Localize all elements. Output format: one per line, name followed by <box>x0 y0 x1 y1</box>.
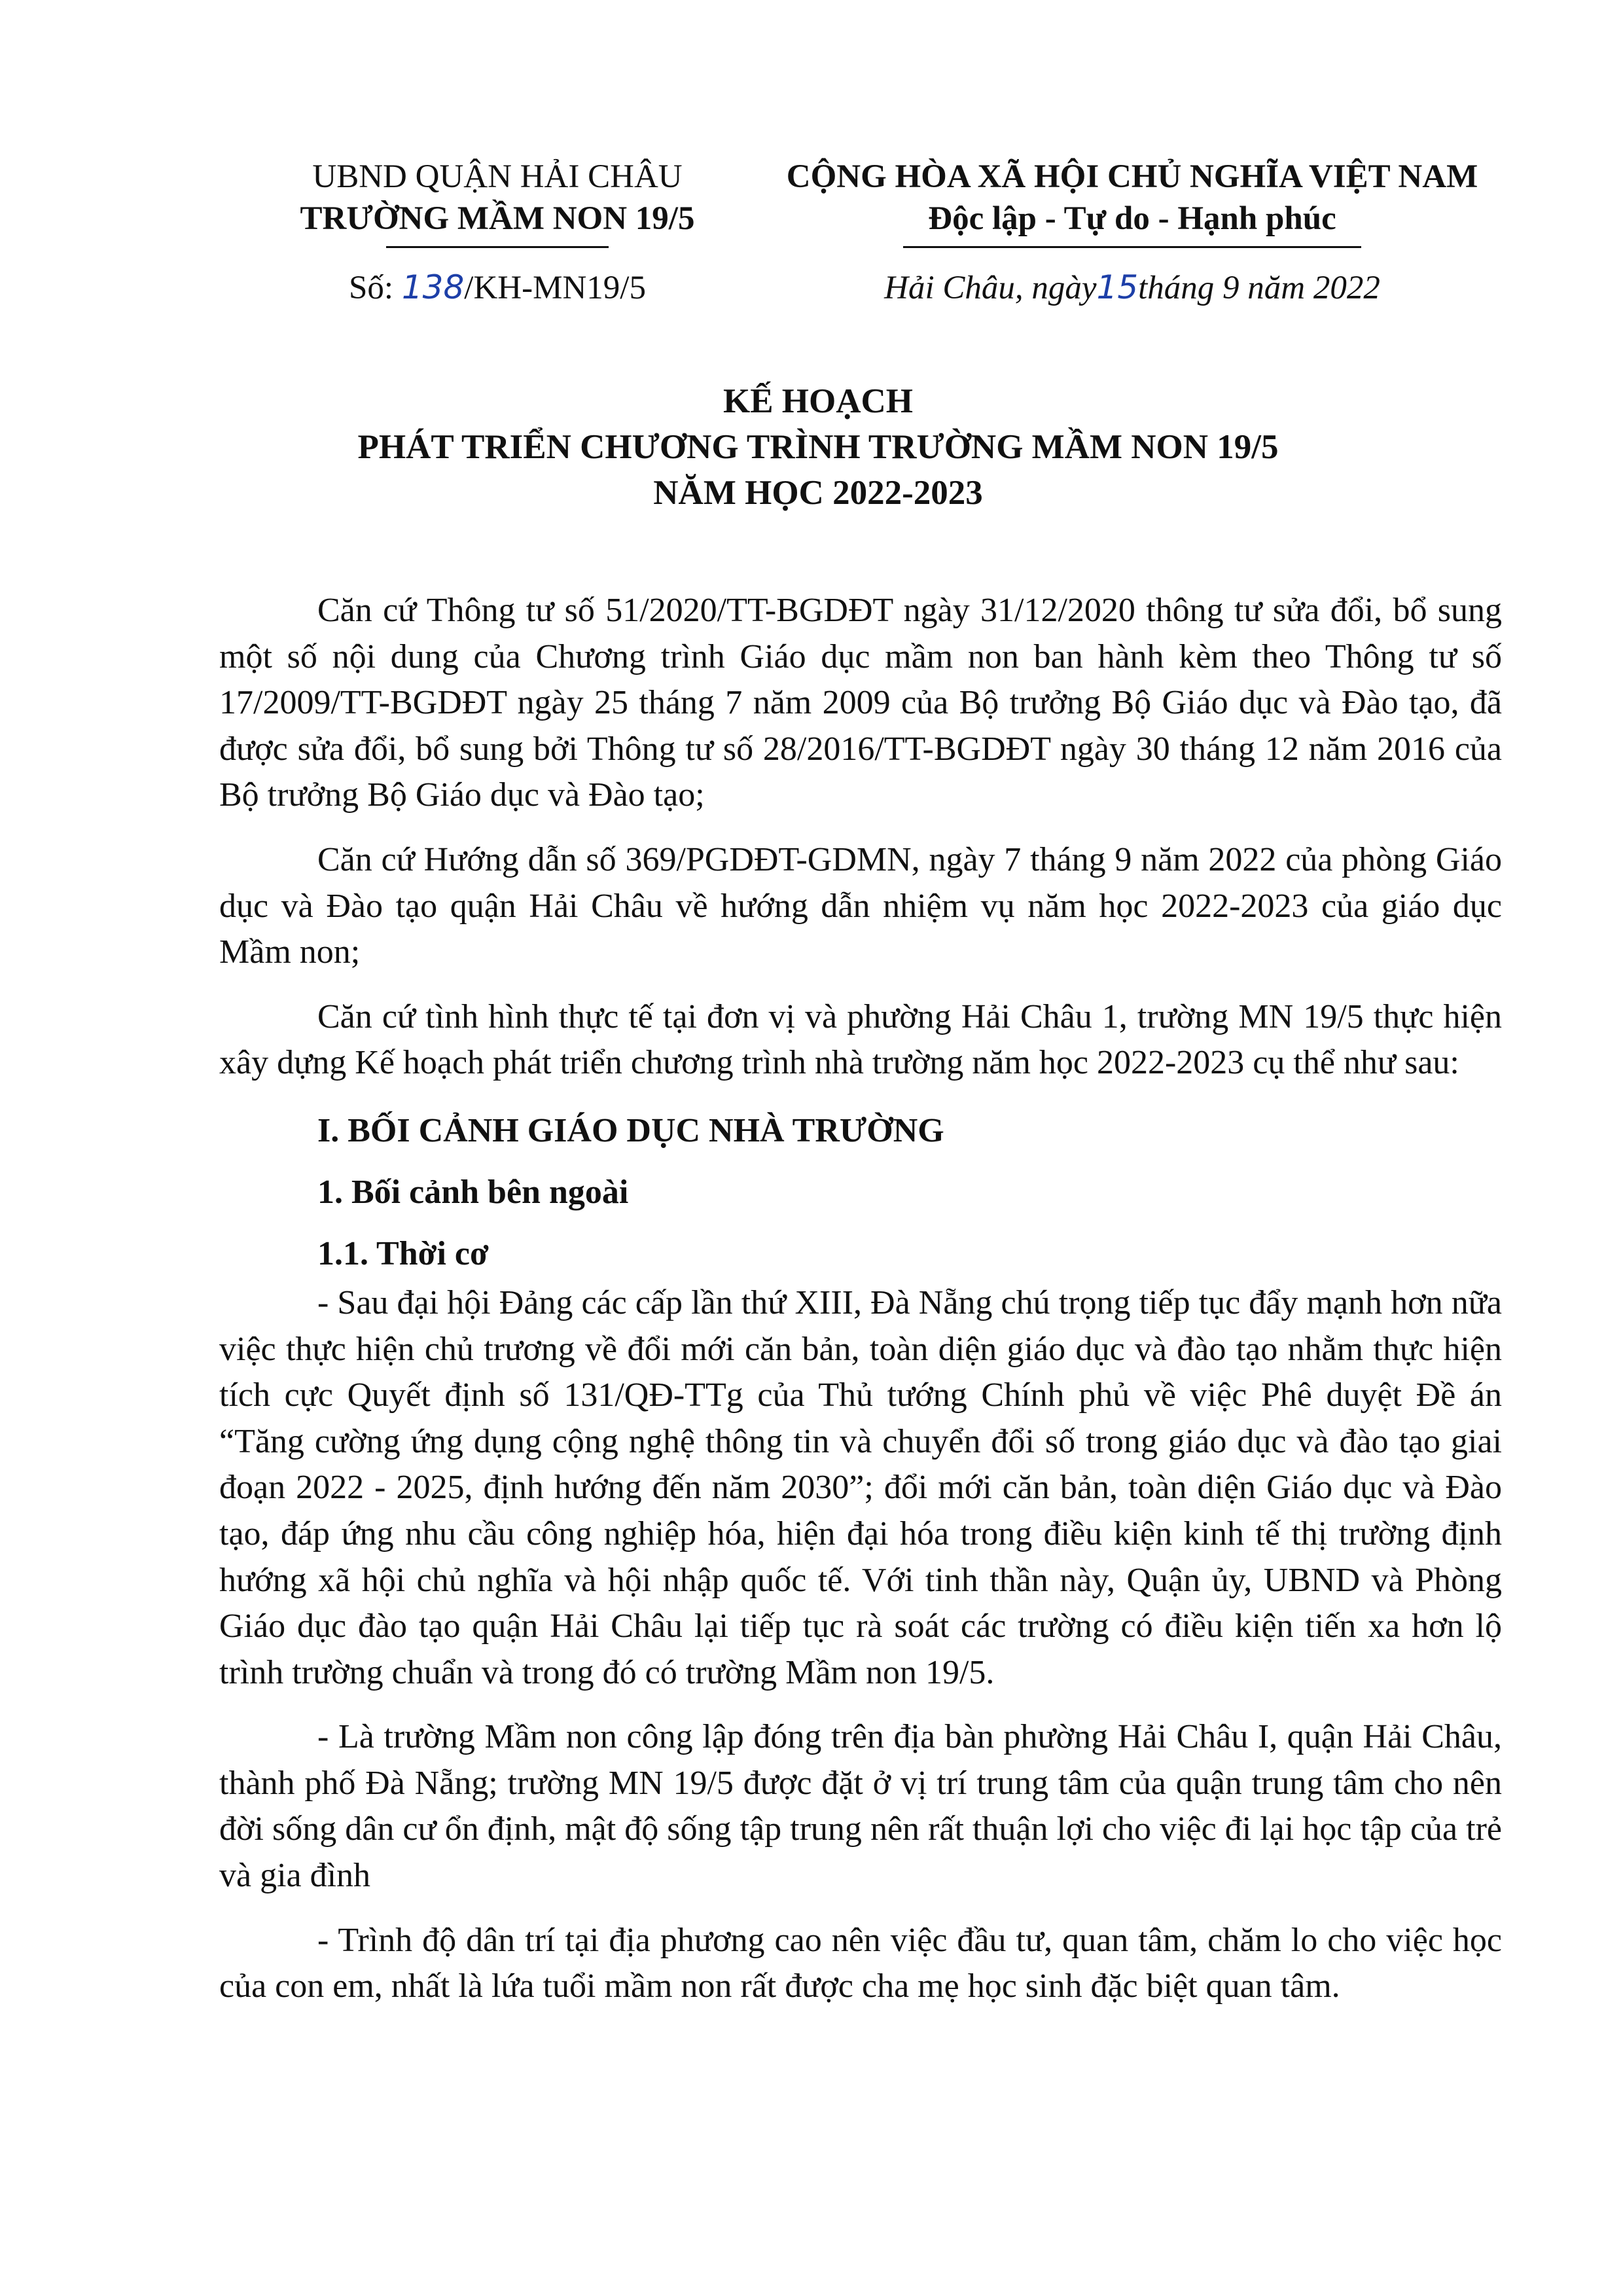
ref-prefix: Số: <box>349 270 402 306</box>
date-suffix: tháng 9 năm 2022 <box>1138 270 1380 306</box>
title-line-1: KẾ HOẠCH <box>722 382 914 420</box>
paragraph-opportunity-3: - Trình độ dân trí tại địa phương cao nên việc đầu tư, quan tâm, chăm lo cho việc học của con em, nhất là lứa tuổi mầm non rất được cha mẹ học sinh đặc biệt quan tâm. <box>219 1921 1502 2005</box>
place-and-date <box>713 268 1551 307</box>
document-number <box>262 268 733 307</box>
org-name: TRƯỜNG MẦM NON 19/5 <box>300 200 695 237</box>
motto: Độc lập - Tự do - Hạnh phúc <box>928 200 1336 237</box>
nation-name: CỘNG HÒA XÃ HỘI CHỦ NGHĨA VIỆT NAM <box>786 158 1478 195</box>
section-heading-1: I. BỐI CẢNH GIÁO DỤC NHÀ TRƯỜNG <box>317 1111 944 1149</box>
ref-number-handwritten: 138 <box>401 268 465 306</box>
document-body <box>219 588 1502 2010</box>
paragraph-legal-basis-3: Căn cứ tình hình thực tế tại đơn vị và phường Hải Châu 1, trường MN 19/5 thực hiện xây dựng Kế hoạch phát triển chương trình nhà trường năm học 2022-2023 cụ thể như sau: <box>219 997 1502 1082</box>
date-prefix: Hải Châu, ngày <box>884 270 1097 306</box>
subsection-heading-1: 1. Bối cảnh bên ngoài <box>317 1173 629 1211</box>
title-line-3: NĂM HỌC 2022-2023 <box>653 474 983 512</box>
title-line-2: PHÁT TRIỂN CHƯƠNG TRÌNH TRƯỜNG MẦM NON 19/5 <box>357 428 1279 466</box>
motto-underline <box>903 246 1361 248</box>
subsection-heading-1-1: 1.1. Thời cơ <box>317 1234 489 1272</box>
issuing-organization <box>262 156 733 248</box>
paragraph-opportunity-1: - Sau đại hội Đảng các cấp lần thứ XIII, Đà Nẵng chú trọng tiếp tục đẩy mạnh hơn nữa việc thực hiện chủ trương về đổi mới căn bản, toàn diện giáo dục và đào tạo nhằm thực hiện tích cực Quyết định số 131/QĐ-TTg của Thủ tướng Chính phủ về việc Phê duyệt Đề án “Tăng cường ứng dụng cộng nghệ thông tin và chuyển đổi số trong giáo dục và đào tạo giai đoạn 2022 - 2025, định hướng đến năm 2030”; đổi mới căn bản, toàn diện Giáo dục và Đào tạo, đáp ứng nhu cầu công nghiệp hóa, hiện đại hóa trong điều kiện kinh tế thị trường định hướng xã hội chủ nghĩa và hội nhập quốc tế. Với tinh thần này, Quận ủy, UBND và Phòng Giáo dục đào tạo quận Hải Châu lại tiếp tục rà soát các trường có điều kiện tiến xa hơn lộ trình trường chuẩn và trong đó có trường Mầm non 19/5. <box>219 1283 1502 1691</box>
national-motto <box>713 156 1551 248</box>
ref-suffix: /KH-MN19/5 <box>464 270 646 306</box>
date-day-handwritten: 15 <box>1096 268 1139 306</box>
paragraph-opportunity-2: - Là trường Mầm non công lập đóng trên địa bàn phường Hải Châu I, quận Hải Châu, thành phố Đà Nẵng; trường MN 19/5 được đặt ở vị trí trung tâm của quận trung tâm cho nên đời sống dân cư ổn định, mật độ sống tập trung nên rất thuận lợi cho việc đi lại học tập của trẻ và gia đình <box>219 1718 1502 1895</box>
org-underline <box>386 246 609 248</box>
document-title <box>196 378 1440 516</box>
org-parent: UBND QUẬN HẢI CHÂU <box>312 158 683 195</box>
paragraph-legal-basis-1: Căn cứ Thông tư số 51/2020/TT-BGDĐT ngày 31/12/2020 thông tư sửa đổi, bổ sung một số nội dung của Chương trình Giáo dục mầm non ban hành kèm theo Thông tư số 17/2009/TT-BGDĐT ngày 25 tháng 7 năm 2009 của Bộ trưởng Bộ Giáo dục và Đào tạo, đã được sửa đổi, bổ sung bởi Thông tư số 28/2016/TT-BGDĐT ngày 30 tháng 12 năm 2016 của Bộ trưởng Bộ Giáo dục và Đào tạo; <box>219 592 1502 814</box>
paragraph-legal-basis-2: Căn cứ Hướng dẫn số 369/PGDĐT-GDMN, ngày 7 tháng 9 năm 2022 của phòng Giáo dục và Đào tạo quận Hải Châu về hướng dẫn nhiệm vụ năm học 2022-2023 của giáo dục Mầm non; <box>219 840 1502 971</box>
